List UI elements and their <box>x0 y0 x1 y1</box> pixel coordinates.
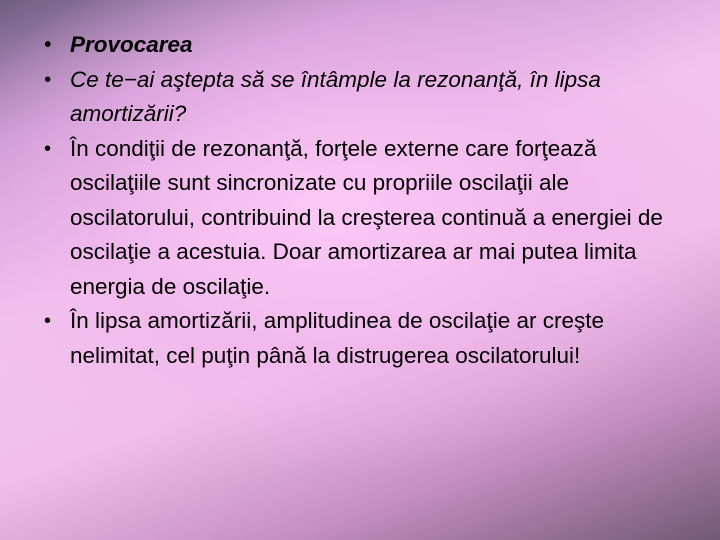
bullet-item-question <box>44 63 684 132</box>
bullet-text: În lipsa amortizării, amplitudinea de oscilaţie ar creşte nelimitat, cel puţin până la distrugerea oscilatorului! <box>70 308 604 368</box>
bullet-text: În condiţii de rezonanţă, forţele externe care forţează oscilaţiile sunt sincronizate cu propriile oscilaţii ale oscilatorului, contribuind la creşterea continuă a energiei de oscilaţie a acestuia. Doar amortizarea ar mai putea limita energia de oscilaţie. <box>70 135 663 299</box>
bullet-item-conclusion <box>44 304 684 373</box>
bullet-item-provocarea <box>44 28 684 63</box>
bullet-item-resonance-explanation <box>44 132 684 305</box>
bullet-text: Ce te−ai aşteptа să se întâmple la rezonanţă, în lipsa amortizării? <box>70 66 601 126</box>
bullet-list <box>44 28 684 373</box>
bullet-dot-icon: • <box>44 137 52 160</box>
bullet-dot-icon: • <box>44 34 52 56</box>
bullet-dot-icon: • <box>44 310 52 332</box>
bullet-text: Provocarea <box>70 32 193 57</box>
bullet-dot-icon: • <box>44 68 52 91</box>
